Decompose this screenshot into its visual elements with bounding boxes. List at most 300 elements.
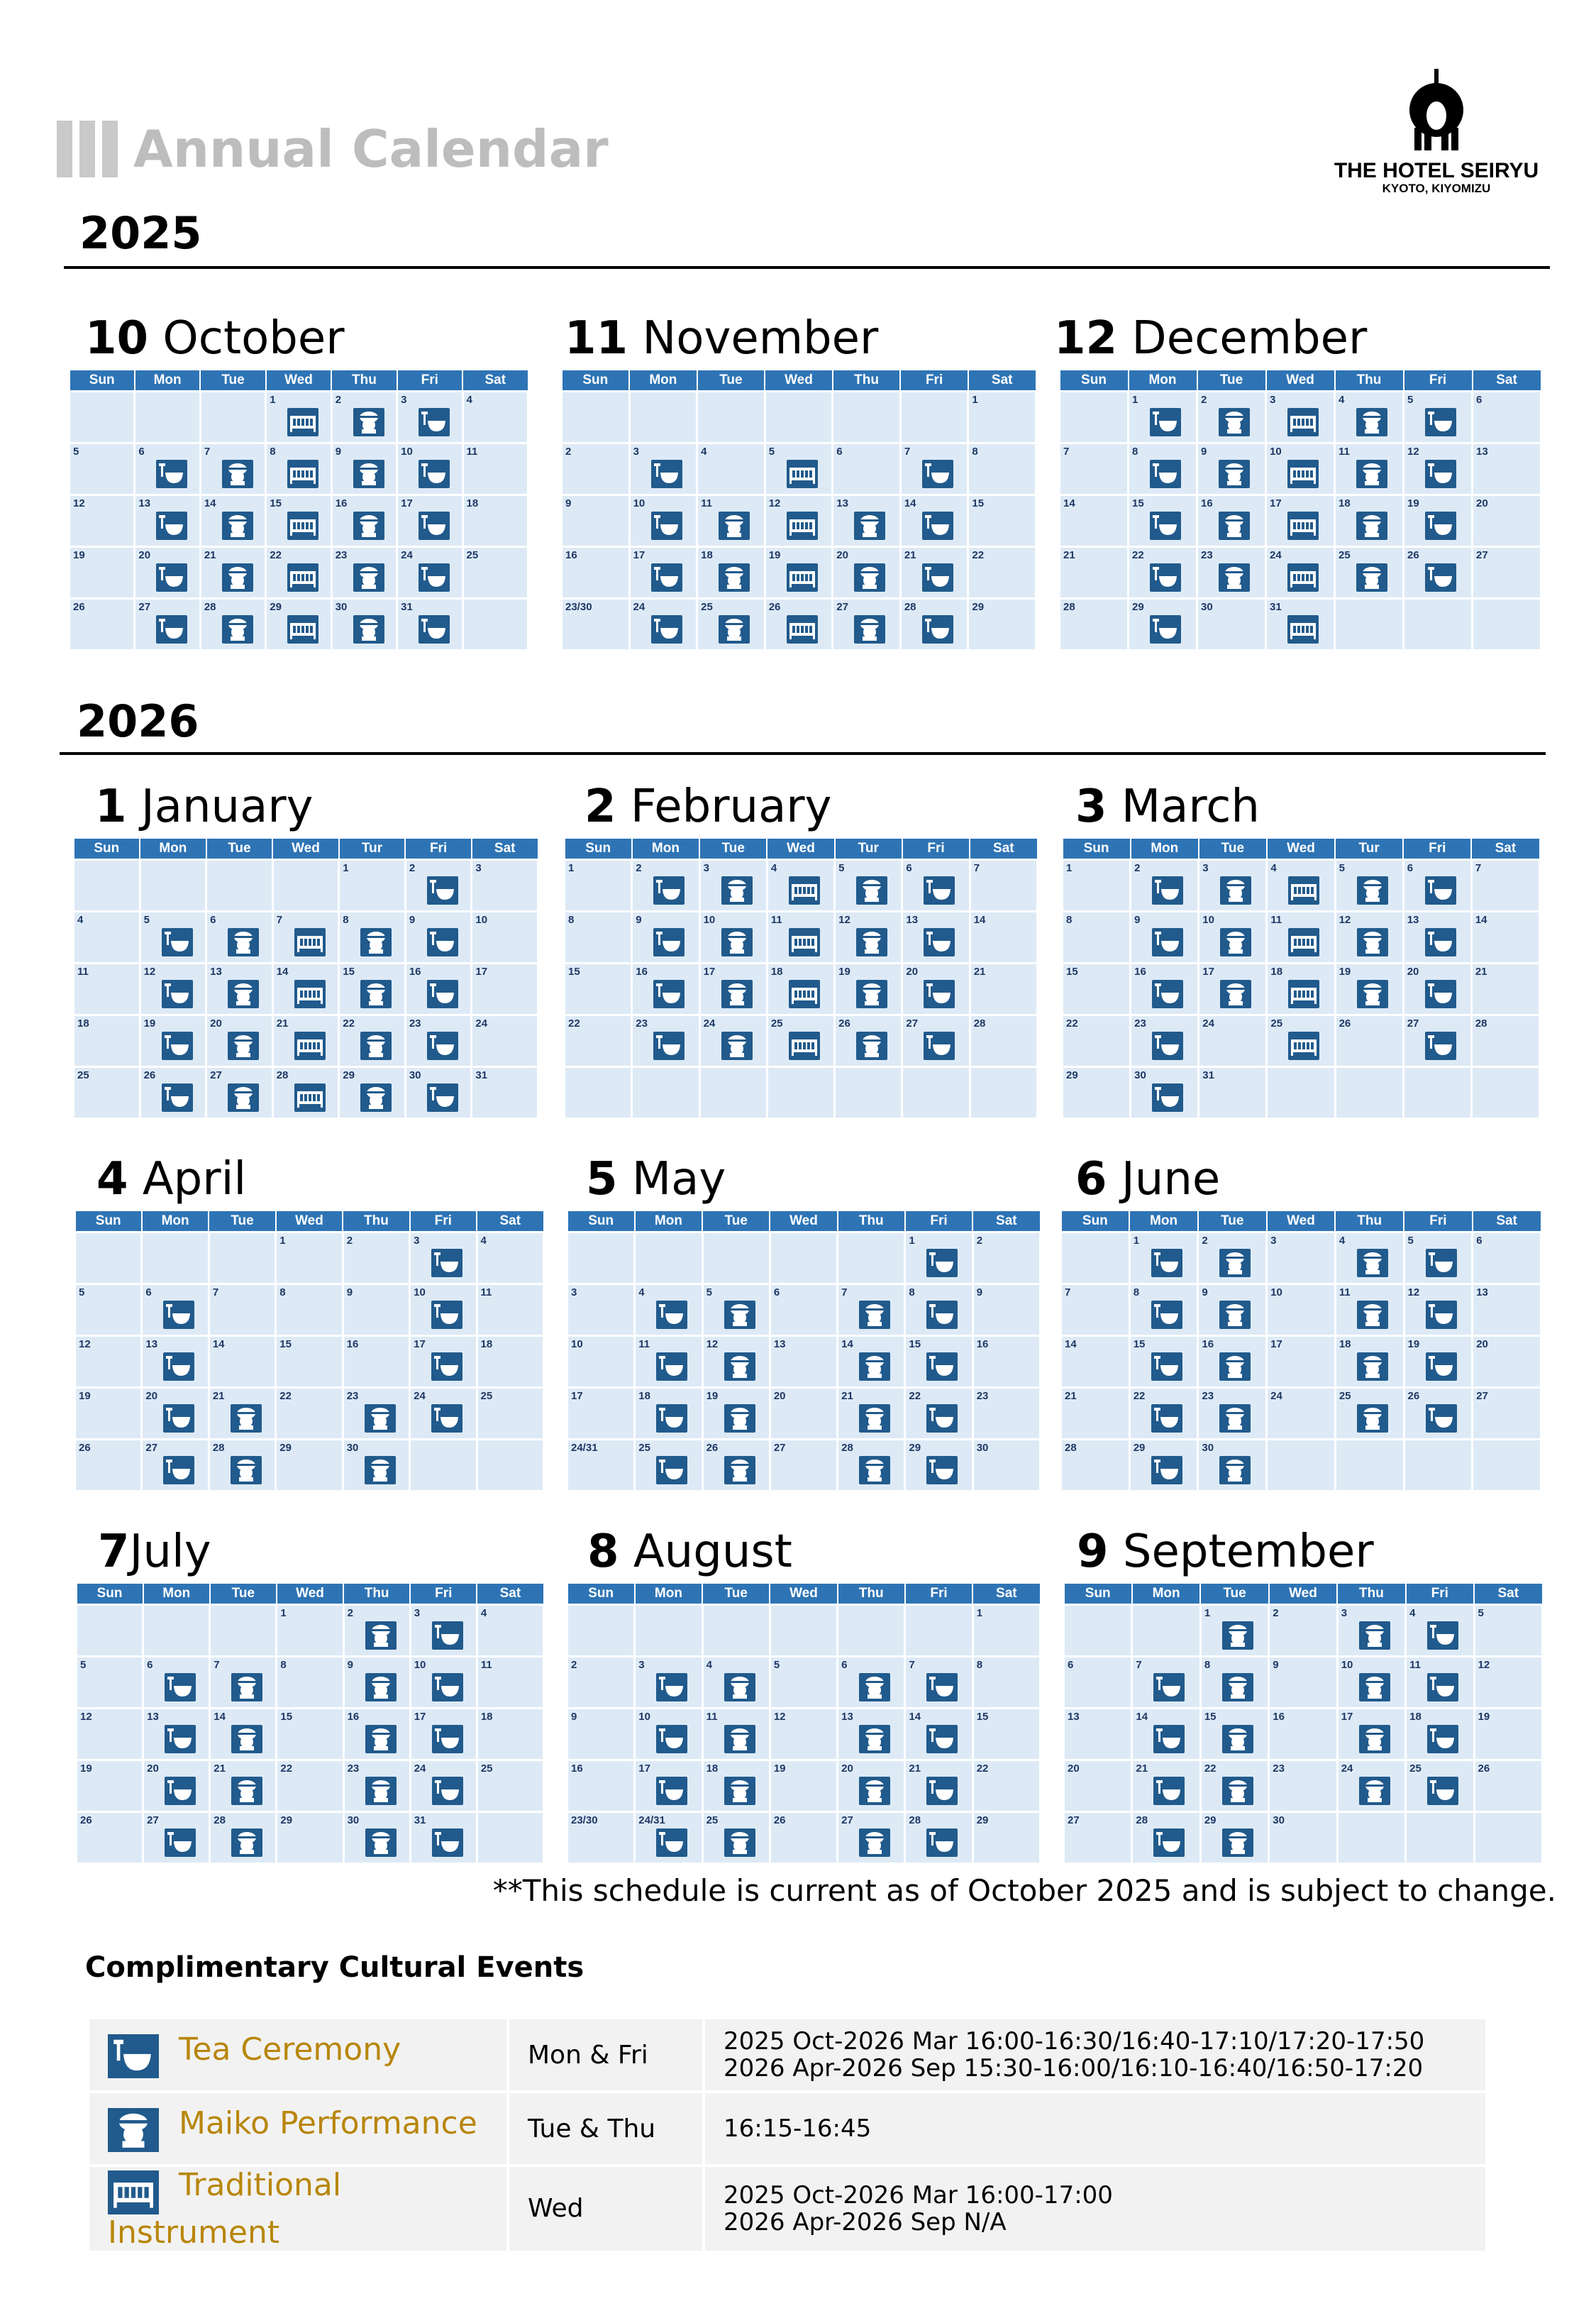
day-cell (276, 1284, 343, 1336)
month-calendar (566, 1584, 1041, 1865)
year-divider (64, 266, 1550, 269)
day-number: 21 (214, 1762, 226, 1775)
day-number: 17 (401, 497, 413, 509)
week-row (74, 1067, 538, 1119)
week-row (77, 1709, 544, 1760)
weekday-header: Fri (397, 370, 462, 392)
tea-ceremony-icon (656, 1673, 687, 1701)
day-number: 5 (706, 1286, 712, 1298)
day-cell (629, 443, 697, 495)
day-cell (972, 1388, 1040, 1440)
day-number: 8 (568, 914, 575, 926)
day-cell (770, 1336, 837, 1388)
tea-ceremony-icon (1151, 1404, 1182, 1433)
tea-ceremony-icon (653, 876, 685, 905)
day-cell (1266, 495, 1335, 547)
legend-days-cell (509, 2093, 702, 2164)
day-number: 7 (212, 1286, 219, 1298)
day-cell (397, 443, 462, 495)
weekday-header: Mon (1132, 1584, 1200, 1605)
day-number: 29 (972, 601, 985, 613)
empty-day-cell (562, 392, 630, 443)
day-cell (1404, 495, 1473, 547)
weekday-header: Fri (410, 1584, 477, 1605)
day-cell (905, 1709, 972, 1760)
day-cell (140, 912, 206, 964)
tea-ceremony-icon (165, 1673, 196, 1701)
day-number: 1 (279, 1235, 286, 1247)
day-number: 20 (773, 1390, 786, 1402)
event-days: Wed (528, 2194, 584, 2224)
weekday-header: Sat (970, 839, 1037, 860)
empty-day-cell (140, 860, 206, 912)
traditional-instrument-icon (1287, 512, 1319, 540)
events-legend-table (87, 2017, 1488, 2253)
day-number: 17 (1270, 497, 1282, 509)
day-cell (1267, 860, 1335, 912)
month-title (587, 1526, 792, 1578)
day-cell (1061, 1388, 1130, 1440)
day-cell (343, 1812, 410, 1864)
week-row (75, 1388, 544, 1440)
day-cell (562, 599, 630, 651)
tea-ceremony-icon (162, 928, 193, 956)
weekday-header: Mon (142, 1211, 209, 1232)
weekday-header: Mon (635, 1211, 702, 1232)
month-calendar (566, 1211, 1041, 1492)
day-cell (1129, 1440, 1198, 1491)
day-cell (70, 443, 135, 495)
day-number: 29 (279, 1442, 292, 1454)
day-number: 19 (1407, 497, 1419, 509)
legend-heading: Complimentary Cultural Events (85, 1951, 584, 1984)
day-number: 3 (1270, 1235, 1277, 1247)
week-row (74, 912, 538, 964)
day-number: 4 (1339, 1235, 1346, 1247)
day-cell (1131, 912, 1199, 964)
legend-times-cell (705, 2019, 1485, 2090)
day-cell (77, 1760, 143, 1812)
maiko-performance-icon (365, 1777, 397, 1805)
day-cell (200, 599, 265, 651)
day-number: 16 (976, 1338, 989, 1350)
tea-ceremony-icon (922, 563, 953, 592)
day-number: 17 (414, 1338, 426, 1350)
day-number: 19 (706, 1390, 719, 1402)
day-number: 6 (1476, 1235, 1483, 1247)
weekday-header: Tue (697, 370, 765, 392)
empty-day-cell (1335, 599, 1404, 651)
day-cell (635, 1812, 702, 1864)
day-number: 19 (73, 549, 85, 561)
week-row (567, 1657, 1041, 1709)
maiko-performance-icon (222, 563, 253, 592)
day-cell (770, 1709, 837, 1760)
week-row (74, 1015, 538, 1067)
day-cell (77, 1657, 143, 1709)
day-cell (1131, 860, 1199, 912)
day-cell (75, 1336, 142, 1388)
day-cell (331, 547, 397, 599)
tea-ceremony-icon (156, 512, 187, 540)
traditional-instrument-icon (287, 408, 318, 436)
day-cell (765, 443, 833, 495)
day-cell (477, 1232, 543, 1284)
day-cell (1200, 1760, 1268, 1812)
day-cell (1131, 1015, 1199, 1067)
week-row (1061, 1388, 1541, 1440)
day-number: 27 (773, 1442, 786, 1454)
week-row (1063, 964, 1540, 1015)
day-number: 23 (1201, 549, 1213, 561)
maiko-performance-icon (360, 928, 392, 956)
week-row (567, 1336, 1041, 1388)
day-number: 7 (841, 1286, 848, 1298)
tea-ceremony-icon (1425, 980, 1456, 1008)
day-number: 2 (976, 1235, 983, 1247)
day-number: 7 (214, 1659, 220, 1671)
day-cell (635, 1388, 702, 1440)
day-cell (1335, 1284, 1404, 1336)
legend-days-cell (509, 2019, 702, 2090)
day-cell (343, 1760, 410, 1812)
empty-day-cell (75, 1232, 142, 1284)
day-cell (765, 599, 833, 651)
day-number: 23/30 (571, 1814, 598, 1826)
month-name: February (616, 780, 832, 833)
maiko-performance-icon (1357, 1249, 1388, 1277)
day-cell (1061, 1336, 1130, 1388)
week-row (1061, 1284, 1541, 1336)
maiko-performance-icon (360, 1032, 392, 1060)
day-cell (562, 443, 630, 495)
tea-ceremony-icon (162, 1083, 193, 1112)
day-number: 26 (1339, 1017, 1351, 1030)
day-cell (968, 443, 1036, 495)
empty-day-cell (142, 1232, 209, 1284)
weekday-header: Wed (276, 1211, 343, 1232)
day-number: 20 (138, 549, 151, 561)
day-number: 11 (480, 1286, 492, 1298)
day-cell (702, 1336, 770, 1388)
day-number: 7 (904, 446, 911, 458)
day-number: 9 (571, 1711, 577, 1723)
empty-day-cell (1064, 1605, 1132, 1657)
weekday-header: Sat (472, 839, 538, 860)
day-cell (770, 1388, 837, 1440)
day-cell (1337, 1760, 1405, 1812)
weekday-header: Wed (272, 839, 339, 860)
tea-ceremony-icon (431, 1404, 462, 1433)
day-number: 14 (973, 914, 986, 926)
tea-ceremony-icon (431, 1352, 462, 1381)
tea-ceremony-icon (922, 615, 953, 644)
week-row (1063, 912, 1540, 964)
tea-ceremony-icon (1426, 1301, 1457, 1329)
day-cell (1197, 547, 1266, 599)
day-number: 8 (343, 914, 349, 926)
day-number: 12 (1407, 446, 1419, 458)
day-number: 17 (1270, 1338, 1282, 1350)
day-cell (972, 1284, 1040, 1336)
weekday-header: Fri (1406, 1584, 1474, 1605)
month-name: August (619, 1526, 792, 1578)
day-number: 2 (636, 862, 642, 874)
day-cell (75, 1440, 142, 1491)
weekday-header: Sun (565, 839, 632, 860)
weekday-header: Thu (833, 370, 901, 392)
tea-ceremony-icon (419, 615, 450, 644)
day-number: 16 (335, 497, 348, 509)
empty-day-cell (699, 1067, 767, 1119)
day-number: 23 (346, 1390, 359, 1402)
day-number: 18 (706, 1762, 719, 1775)
week-row (1060, 495, 1541, 547)
tea-ceremony-icon (156, 615, 187, 644)
day-number: 26 (79, 1442, 91, 1454)
month-title (1075, 780, 1260, 833)
day-cell (276, 1336, 343, 1388)
maiko-performance-icon (365, 1456, 396, 1484)
event-name: Traditional Instrument (108, 2167, 342, 2251)
day-number: 13 (1476, 446, 1488, 458)
empty-day-cell (1335, 1440, 1404, 1491)
day-cell (143, 1709, 210, 1760)
month-number: 3 (1075, 780, 1107, 833)
maiko-performance-icon (1359, 1621, 1390, 1650)
week-row (1061, 1336, 1541, 1388)
week-row (567, 1709, 1041, 1760)
maiko-performance-icon (1219, 1249, 1251, 1277)
day-cell (1404, 547, 1473, 599)
day-cell (472, 912, 538, 964)
maiko-performance-icon (854, 615, 885, 644)
tea-ceremony-icon (656, 1352, 687, 1381)
day-number: 20 (1476, 1338, 1488, 1350)
tea-ceremony-icon (924, 980, 955, 1008)
day-cell (1471, 964, 1539, 1015)
day-number: 10 (414, 1286, 426, 1298)
day-cell (74, 1067, 140, 1119)
day-cell (835, 860, 902, 912)
month-number: 8 (587, 1526, 619, 1578)
empty-day-cell (1474, 1812, 1542, 1864)
maiko-performance-icon (724, 1673, 755, 1701)
tea-ceremony-icon (926, 1301, 958, 1329)
day-number: 9 (335, 446, 342, 458)
day-cell (905, 1812, 972, 1864)
day-cell (1132, 1709, 1200, 1760)
event-time-line: 2026 Apr-2026 Sep 15:30-16:00/16:10-16:40/16:50-17:20 (724, 2054, 1424, 2082)
weekday-header: Tue (1198, 1211, 1267, 1232)
day-cell (1404, 443, 1473, 495)
day-cell (1064, 1709, 1132, 1760)
day-cell (1060, 547, 1129, 599)
day-cell (77, 1812, 143, 1864)
day-number: 27 (210, 1069, 222, 1081)
day-cell (410, 1232, 477, 1284)
month-number: 6 (1075, 1153, 1107, 1206)
week-row (565, 964, 1038, 1015)
day-number: 9 (565, 497, 572, 509)
maiko-performance-icon (365, 1673, 397, 1701)
traditional-instrument-icon (1288, 876, 1319, 905)
day-number: 17 (475, 966, 488, 978)
day-cell (143, 1760, 210, 1812)
day-number: 23/30 (565, 601, 592, 613)
day-number: 11 (1270, 914, 1282, 926)
maiko-performance-icon (1356, 408, 1387, 436)
day-number: 8 (279, 1286, 286, 1298)
week-row (1063, 860, 1540, 912)
maiko-performance-icon (856, 876, 887, 905)
day-cell (835, 1015, 902, 1067)
day-number: 14 (841, 1338, 853, 1350)
tea-ceremony-icon (1426, 1404, 1457, 1433)
day-number: 25 (77, 1069, 89, 1081)
day-number: 18 (770, 966, 783, 978)
weekday-header: Sat (972, 1211, 1040, 1232)
day-number: 5 (773, 1659, 780, 1671)
day-cell (1473, 1336, 1541, 1388)
day-cell (1404, 1232, 1473, 1284)
tea-ceremony-icon (1152, 1032, 1183, 1060)
maiko-performance-icon (1356, 512, 1387, 540)
day-cell (405, 912, 472, 964)
maiko-performance-icon (1356, 563, 1387, 592)
tea-ceremony-icon (419, 460, 450, 488)
week-row (75, 1232, 544, 1284)
week-row (70, 495, 528, 547)
week-row (1061, 1232, 1541, 1284)
day-number: 27 (147, 1814, 159, 1826)
week-row (1064, 1812, 1543, 1864)
empty-day-cell (272, 860, 339, 912)
week-row (70, 443, 528, 495)
day-cell (635, 1440, 702, 1491)
day-cell (272, 1067, 339, 1119)
day-cell (1266, 599, 1335, 651)
day-number: 16 (1134, 966, 1146, 978)
day-number: 14 (909, 1711, 921, 1723)
title-bars-decoration (57, 121, 118, 177)
day-cell (331, 599, 397, 651)
day-cell (567, 1812, 635, 1864)
day-cell (632, 912, 699, 964)
day-number: 15 (568, 966, 580, 978)
day-number: 21 (1136, 1762, 1148, 1775)
event-name: Tea Ceremony (179, 2031, 401, 2068)
tea-ceremony-icon (1150, 563, 1181, 592)
day-cell (697, 443, 765, 495)
day-cell (902, 964, 970, 1015)
empty-day-cell (770, 1232, 837, 1284)
day-number: 26 (1407, 1390, 1420, 1402)
day-cell (1335, 1232, 1404, 1284)
day-cell (905, 1232, 972, 1284)
month-title (565, 312, 878, 365)
weekday-header: Thu (343, 1211, 409, 1232)
day-cell (1129, 1336, 1198, 1388)
day-number: 14 (204, 497, 216, 509)
day-number: 21 (204, 549, 216, 561)
day-number: 28 (214, 1814, 226, 1826)
week-row (70, 392, 528, 443)
day-number: 24 (1202, 1017, 1214, 1030)
day-cell (565, 860, 632, 912)
week-row (562, 392, 1036, 443)
maiko-performance-icon (721, 928, 753, 956)
day-cell (838, 1657, 905, 1709)
day-cell (1335, 964, 1403, 1015)
day-number: 28 (212, 1442, 225, 1454)
weekday-header: Tue (1199, 839, 1267, 860)
day-number: 13 (773, 1338, 786, 1350)
traditional-instrument-icon (1288, 928, 1319, 956)
empty-day-cell (902, 1067, 970, 1119)
day-number: 13 (1407, 914, 1419, 926)
day-cell (70, 599, 135, 651)
empty-day-cell (1473, 1440, 1541, 1491)
day-cell (339, 964, 406, 1015)
day-cell (968, 495, 1036, 547)
week-row (1060, 443, 1541, 495)
day-cell (699, 1015, 767, 1067)
day-cell (1064, 1760, 1132, 1812)
legend-times-cell (705, 2167, 1485, 2251)
maiko-performance-icon (1222, 1673, 1253, 1701)
day-cell (1132, 1812, 1200, 1864)
day-number: 14 (214, 1711, 226, 1723)
tea-ceremony-icon (653, 928, 685, 956)
day-cell (702, 1657, 770, 1709)
maiko-performance-icon (1359, 1725, 1390, 1753)
day-number: 29 (1132, 601, 1144, 613)
tea-ceremony-icon (156, 460, 187, 488)
weekday-header: Fri (905, 1211, 972, 1232)
day-number: 16 (346, 1338, 359, 1350)
day-cell (970, 1015, 1037, 1067)
day-cell (838, 1440, 905, 1491)
empty-day-cell (635, 1605, 702, 1657)
day-number: 13 (210, 966, 222, 978)
traditional-instrument-icon (287, 615, 318, 644)
weekday-header: Wed (277, 1584, 343, 1605)
day-cell (472, 860, 538, 912)
day-number: 1 (1066, 862, 1073, 874)
day-cell (397, 547, 462, 599)
day-cell (565, 1015, 632, 1067)
day-number: 28 (1063, 601, 1075, 613)
maiko-performance-icon (231, 1673, 262, 1701)
day-cell (1200, 1605, 1268, 1657)
empty-day-cell (702, 1232, 770, 1284)
tea-ceremony-icon (656, 1301, 687, 1329)
day-cell (272, 912, 339, 964)
day-cell (1474, 1709, 1542, 1760)
week-row (1063, 1067, 1540, 1119)
day-number: 30 (1202, 1442, 1214, 1454)
schedule-note: **This schedule is current as of October 2025 and is subject to change. (492, 1873, 1556, 1908)
week-row (567, 1760, 1041, 1812)
tea-ceremony-icon (926, 1828, 958, 1857)
day-cell (142, 1440, 209, 1491)
tea-ceremony-icon (1151, 1249, 1182, 1277)
day-number: 30 (335, 601, 348, 613)
page-title (57, 117, 609, 181)
maiko-performance-icon (228, 1032, 259, 1060)
day-number: 18 (480, 1711, 493, 1723)
